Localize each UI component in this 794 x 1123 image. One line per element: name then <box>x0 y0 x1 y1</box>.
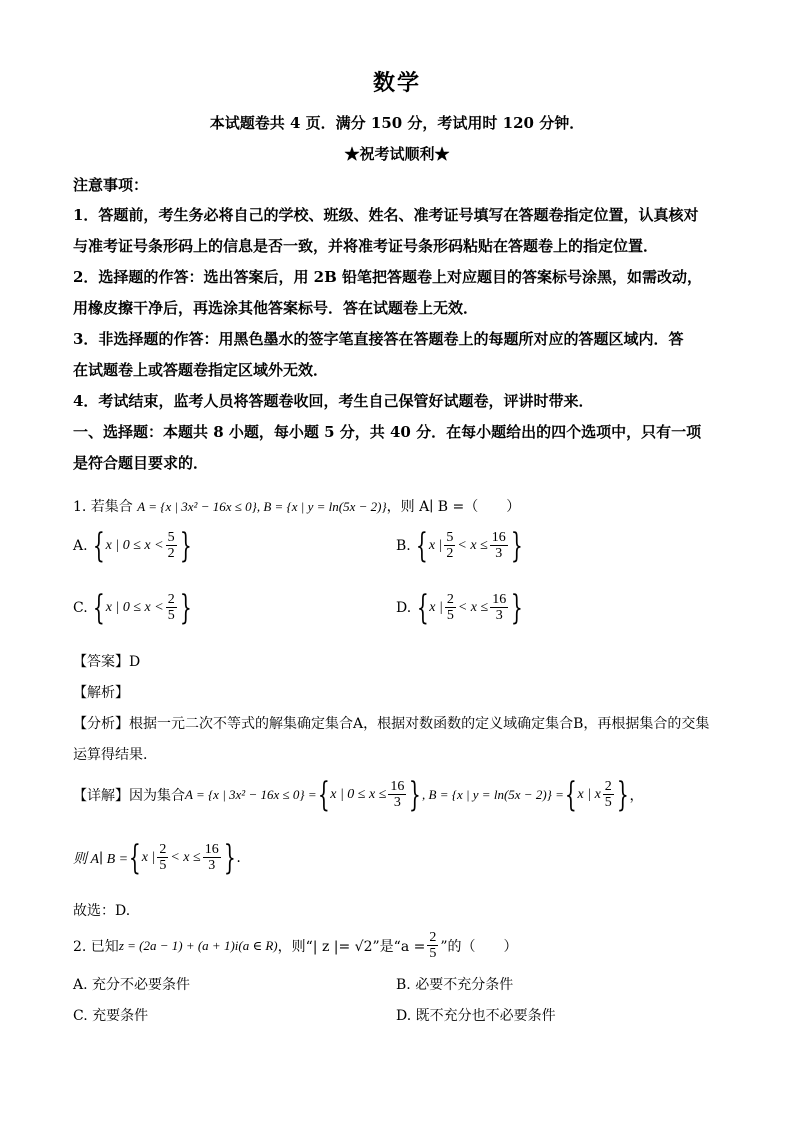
q2-option-b: B. 必要不充分条件 <box>396 977 514 993</box>
section-heading-line1: 一、选择题：本题共 8 小题，每小题 5 分，共 40 分．在每小题给出的四个选项中，只有一项 <box>73 423 702 441</box>
q1-option-b: B. { x | $\frac{5}{2}$ < x ≤ $\frac{16}{3}$ } <box>396 525 523 566</box>
q1-option-d-label: D. <box>396 599 412 616</box>
q1-ask: ，则 A∣ B =（ ） <box>386 499 521 515</box>
q1-detail-b-den: 5 <box>604 795 612 810</box>
q1-option-b-den1: 2 <box>446 546 454 561</box>
q1-option-a-label: A. <box>73 537 88 554</box>
q1-option-d-num1: 2 <box>446 592 454 607</box>
q1-option-a-left: x | 0 ≤ x < <box>105 537 164 553</box>
q1-set-b: , B = {x | y = ln(5x − 2)} <box>256 499 387 514</box>
q1-detail-prefix: 【详解】因为集合 <box>73 787 185 804</box>
q1-analysis-heading: 【解析】 <box>73 685 129 701</box>
q1-prefix: 1. 若集合 <box>73 499 133 515</box>
q1-result-left: x | <box>141 849 156 865</box>
q1-result-num1: 2 <box>159 842 167 857</box>
q1-result: 则 A∣ B = { x | $\frac{2}{5}$ < x ≤ $\frac{16}{3}$ } . <box>73 837 241 878</box>
q1-detail-b-num: 2 <box>604 779 612 794</box>
q2-den: 5 <box>429 946 437 961</box>
blessing-line: ★祝考试顺利★ <box>344 145 450 163</box>
q1-option-b-num1: 5 <box>446 530 454 545</box>
q1-option-d-den1: 5 <box>446 608 454 623</box>
q1-result-mid: < x ≤ <box>170 849 201 865</box>
q1-analysis-line2: 运算得结果. <box>73 747 148 763</box>
q1-detail-set-b: , B = {x | y = ln(5x − 2)} = <box>422 786 564 802</box>
notice-item-3a: 3．非选择题的作答：用黑色墨水的签字笔直接答在答题卷上的每题所对应的答题区域内．答 <box>73 330 684 348</box>
q2-option-a: A. 充分不必要条件 <box>73 977 191 993</box>
notice-heading: 注意事项： <box>73 176 149 194</box>
q2-mid: ，则“| z |= √2”是“a = <box>277 938 426 955</box>
q1-analysis-line1: 【分析】根据一元二次不等式的解集确定集合A，根据对数函数的定义域确定集合B，再根据集合的交集 <box>73 716 710 732</box>
notice-item-1a: 1．答题前，考生务必将自己的学校、班级、姓名、准考证号填写在答题卷指定位置，认真核对 <box>73 206 699 224</box>
q1-detail: 【详解】因为集合 A = {x | 3x² − 16x ≤ 0} = { x | 0 ≤ x ≤ $\frac{16}{3}$ } , B = {x | y = ln(5x − 2)} = { x | x $\frac{2}{5}$ } ， <box>73 774 644 815</box>
q1-detail-b-left: x | x <box>577 786 601 802</box>
q1-option-d-mid: < x ≤ <box>457 599 489 615</box>
question-1-stem <box>73 496 520 516</box>
q1-option-c-num: 2 <box>167 592 175 607</box>
q1-option-d: D. { x | $\frac{2}{5}$ < x ≤ $\frac{16}{3}$ } <box>396 587 523 628</box>
q1-conclusion: 故选：D. <box>73 903 131 919</box>
notice-item-2a: 2．选择题的作答：选出答案后，用 2B 铅笔把答题卷上对应题目的答案标号涂黑，如需改动， <box>73 268 703 286</box>
q1-option-c-label: C. <box>73 599 88 616</box>
q2-num: 2 <box>429 930 437 945</box>
q1-option-c-den: 5 <box>167 608 175 623</box>
q1-result-den1: 5 <box>159 858 167 873</box>
notice-item-1b: 与准考证号条形码上的信息是否一致，并将准考证号条形码粘贴在答题卷上的指定位置． <box>73 237 659 255</box>
notice-item-3b: 在试题卷上或答题卷指定区域外无效． <box>73 361 329 379</box>
q2-option-d: D. 既不充分也不必要条件 <box>396 1008 556 1024</box>
q1-option-b-mid: < x ≤ <box>457 537 488 553</box>
q1-option-a-num: 5 <box>167 530 175 545</box>
q1-set-a: A = {x | 3x² − 16x ≤ 0} <box>137 499 257 514</box>
page-title: 数学 <box>372 70 421 96</box>
q1-detail-a-left: x | 0 ≤ x ≤ <box>330 786 387 802</box>
q2-expr: z = (2a − 1) + (a + 1)i(a ∈ R) <box>118 937 278 953</box>
q1-option-d-num2: 16 <box>492 592 507 607</box>
section-heading-line2: 是符合题目要求的． <box>73 454 209 472</box>
q1-answer: 【答案】D <box>73 654 141 670</box>
q1-result-end: . <box>236 849 241 866</box>
q1-result-num2: 16 <box>204 842 219 857</box>
q1-option-b-label: B. <box>396 537 411 554</box>
notice-item-4: 4．考试结束，监考人员将答题卷收回，考生自己保管好试题卷，评讲时带来． <box>73 392 594 410</box>
q1-detail-set-a: A = {x | 3x² − 16x ≤ 0} = <box>185 786 317 802</box>
q1-option-d-left: x | <box>429 599 443 615</box>
q1-option-c-left: x | 0 ≤ x < <box>105 599 164 615</box>
q1-option-c: C. { x | 0 ≤ x < $\frac{2}{5}$ } <box>73 587 192 628</box>
q1-option-a-den: 2 <box>167 546 175 561</box>
exam-info: 本试题卷共 4 页．满分 150 分，考试用时 120 分钟． <box>209 114 585 132</box>
q1-detail-a-num: 16 <box>390 779 405 794</box>
q1-option-b-num2: 16 <box>491 530 506 545</box>
q1-option-b-den2: 3 <box>495 546 503 561</box>
question-2-stem <box>73 930 518 961</box>
q1-detail-a-den: 3 <box>393 795 401 810</box>
q2-option-c: C. 充要条件 <box>73 1008 149 1024</box>
q1-option-b-left: x | <box>428 537 443 553</box>
q1-option-a: A. { x | 0 ≤ x < $\frac{5}{2}$ } <box>73 525 192 566</box>
notice-item-2b: 用橡皮擦干净后，再选涂其他答案标号．答在试题卷上无效． <box>73 299 479 317</box>
q1-detail-end: ， <box>629 787 644 804</box>
q1-result-den2: 3 <box>208 858 216 873</box>
q2-prefix: 2. 已知 <box>73 938 119 955</box>
q1-option-d-den2: 3 <box>495 608 503 623</box>
q1-result-prefix: 则 A∣ B = <box>73 851 129 867</box>
q2-suffix: ”的（ ） <box>440 938 518 955</box>
